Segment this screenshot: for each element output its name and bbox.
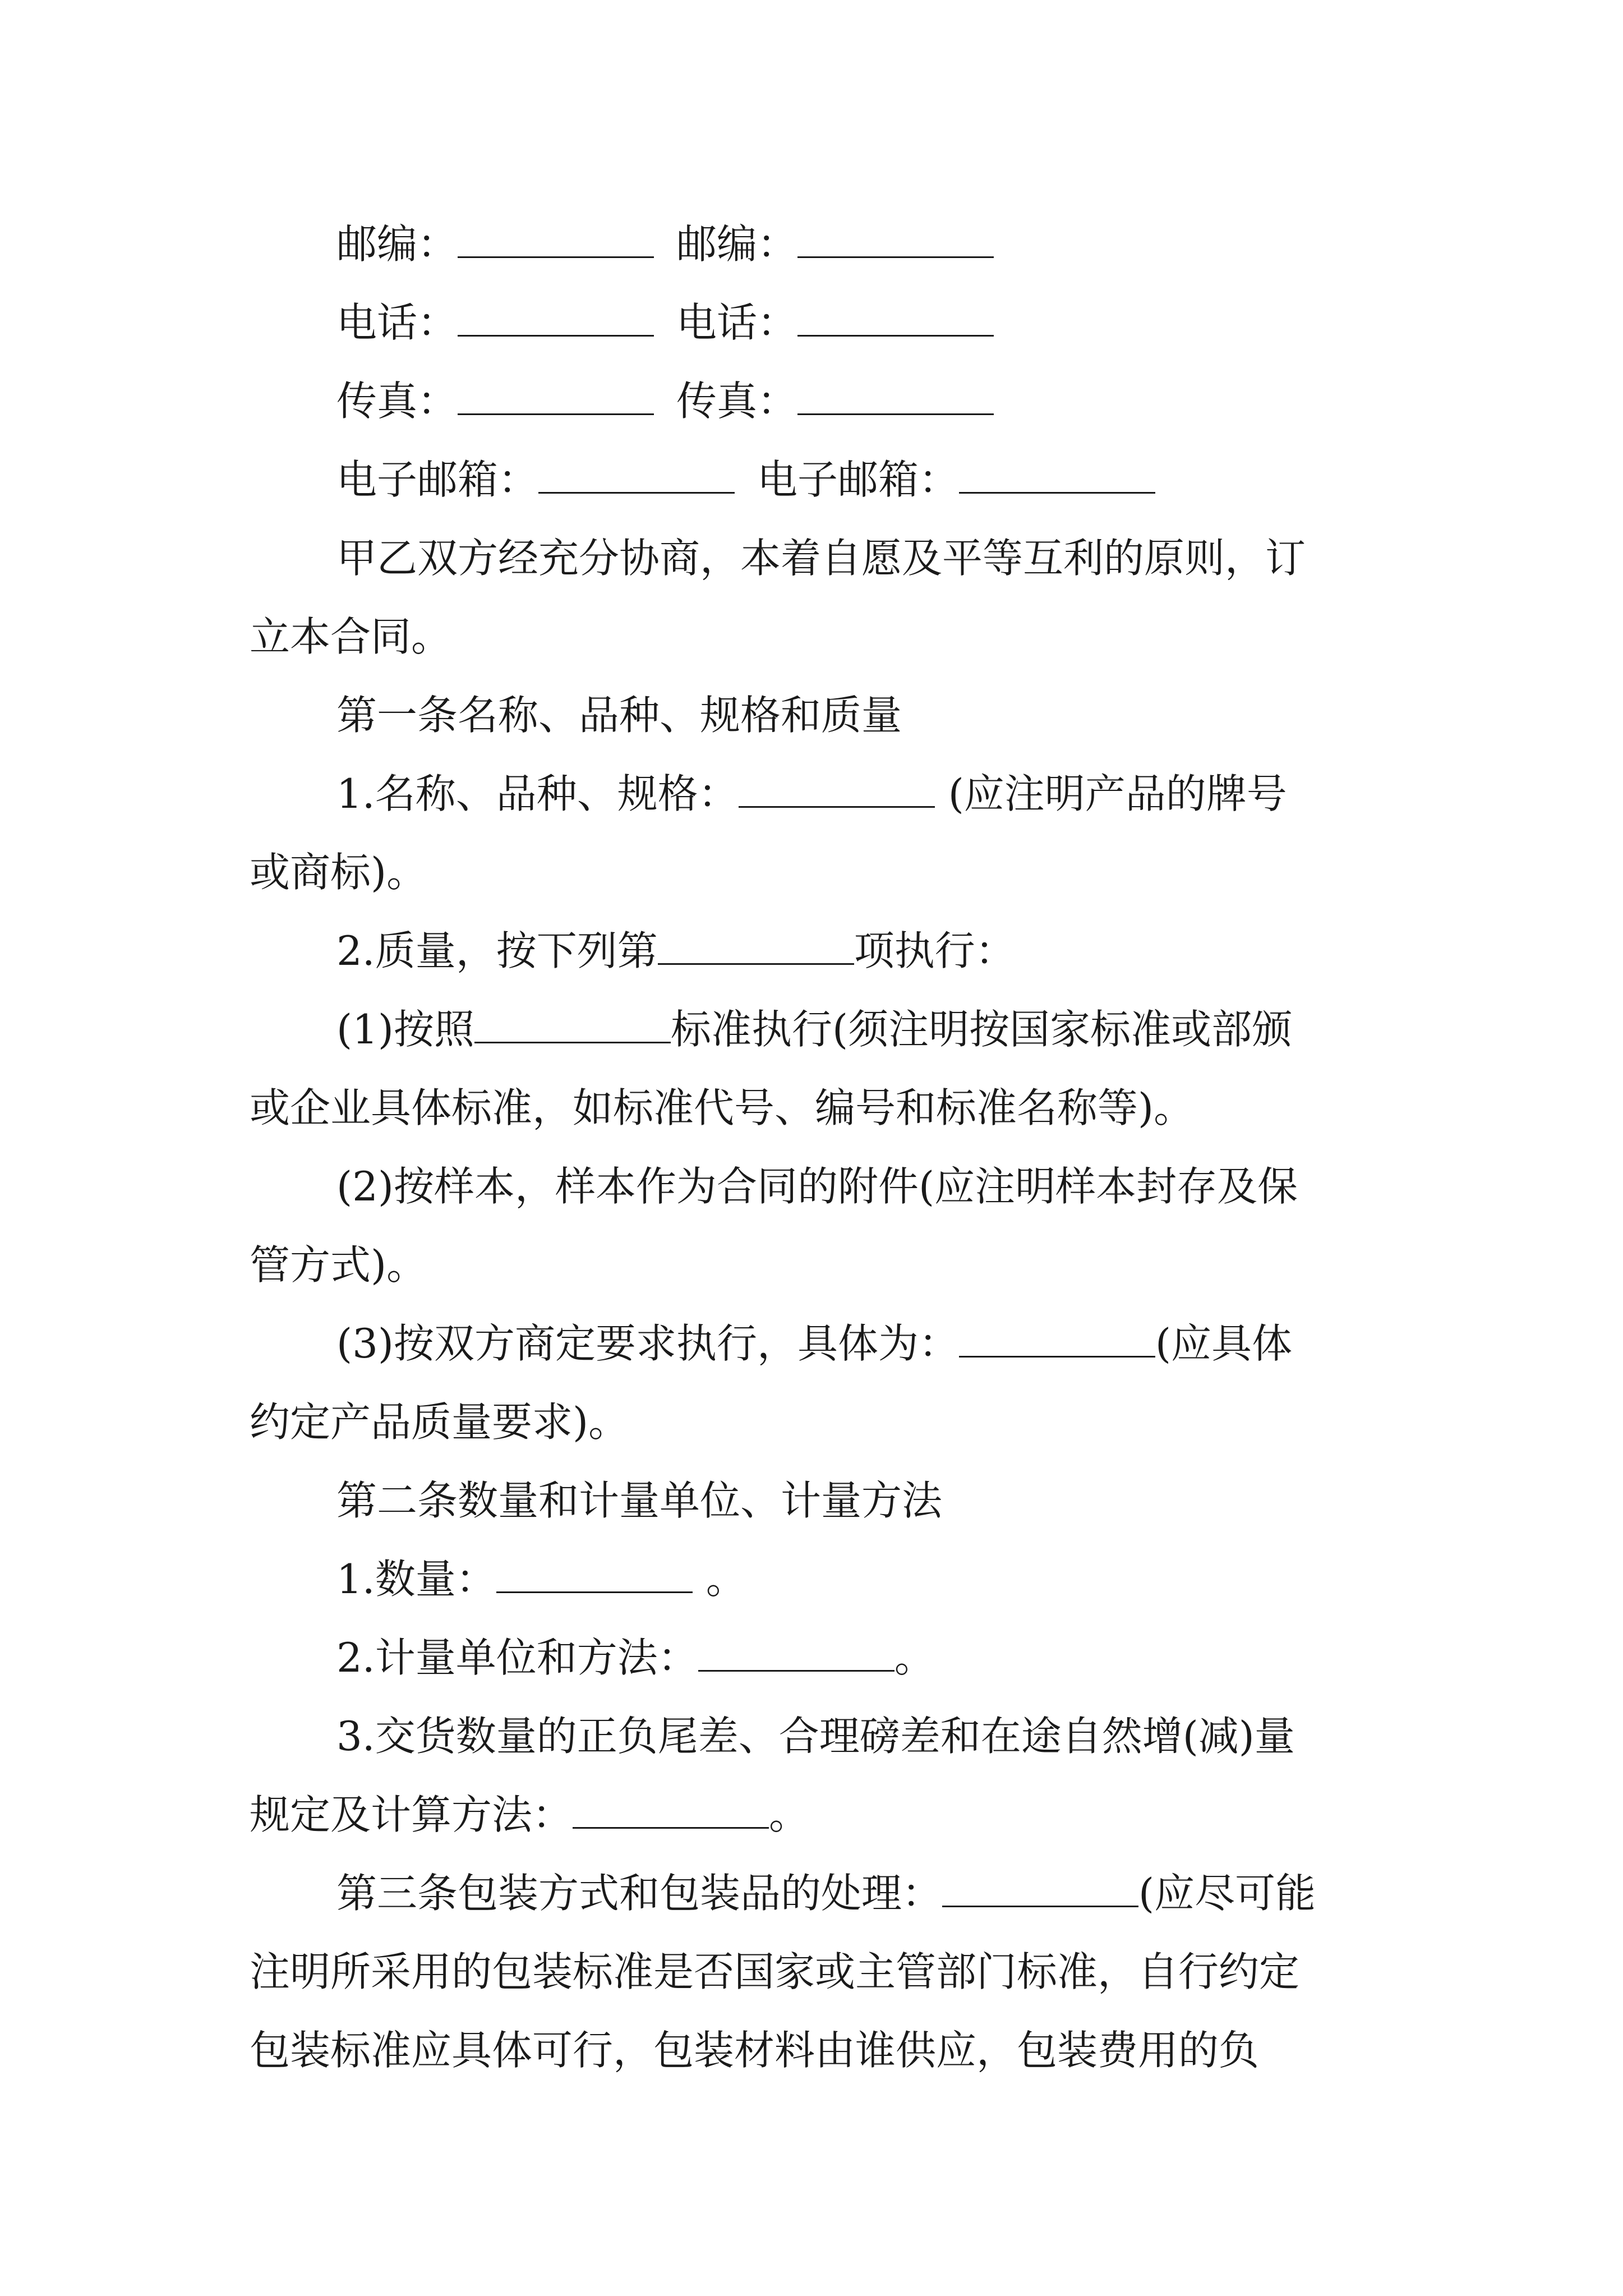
article-2-title: 第二条数量和计量单位、计量方法 <box>336 1477 943 1524</box>
article-1-item-1-line-2: 或商标)。 <box>250 849 427 896</box>
phone-field-party-a[interactable] <box>458 301 654 337</box>
article-3-title-prefix: 第三条包装方式和包装品的处理： <box>336 1870 943 1917</box>
article-1-title: 第一条名称、品种、规格和质量 <box>336 692 902 739</box>
article-3-title <box>336 1865 1316 1921</box>
email-label-party-b: 电子邮箱： <box>757 456 960 503</box>
email-field-party-b[interactable] <box>959 458 1155 494</box>
article-2-item-3-suffix: 。 <box>769 1791 810 1838</box>
article-2-item-2-suffix: 。 <box>894 1634 935 1681</box>
article-2-item-3-prefix: 规定及计算方法： <box>250 1791 573 1838</box>
intro-line-2: 立本合同。 <box>250 613 452 660</box>
postcode-field-party-b[interactable] <box>797 223 994 258</box>
email-label-party-a: 电子邮箱： <box>336 456 539 503</box>
phone-label-party-b: 电话： <box>676 299 798 346</box>
article-1-sub-3 <box>336 1315 1292 1372</box>
fax-label-party-a: 传真： <box>336 378 458 425</box>
fax-row <box>336 373 994 429</box>
fax-field-party-a[interactable] <box>458 380 654 415</box>
article-1-sub-1-line-2: 或企业具体标准，如标准代号、编号和标准名称等)。 <box>250 1084 1195 1131</box>
intro-line-1: 甲乙双方经充分协商，本着自愿及平等互利的原则，订 <box>336 535 1306 582</box>
fax-label-party-b: 传真： <box>676 378 798 425</box>
article-1-item-2-prefix: 2.质量，按下列第 <box>336 927 658 974</box>
postcode-row <box>336 216 994 272</box>
article-2-item-3-line-2 <box>250 1787 809 1843</box>
article-2-item-1 <box>336 1551 746 1607</box>
article-3-line-3: 包装标准应具体可行，包装材料由谁供应，包装费用的负 <box>250 2027 1260 2074</box>
email-row <box>336 452 1155 508</box>
article-1-item-1-suffix: (应注明产品的牌号 <box>948 770 1287 817</box>
article-2-item-1-suffix: 。 <box>706 1556 746 1603</box>
product-name-field[interactable] <box>739 772 935 808</box>
quantity-field[interactable] <box>496 1558 693 1593</box>
article-1-sub-1 <box>336 1001 1292 1057</box>
article-1-item-2 <box>336 923 1016 979</box>
article-2-item-3-line-1: 3.交货数量的正负尾差、合理磅差和在途自然增(减)量 <box>336 1713 1295 1760</box>
article-1-sub-1-prefix: (1)按照 <box>336 1006 474 1053</box>
article-3-title-suffix: (应尽可能 <box>1138 1870 1316 1917</box>
article-1-sub-2-line-1: (2)按样本，样本作为合同的附件(应注明样本封存及保 <box>336 1163 1298 1210</box>
postcode-label-party-b: 邮编： <box>676 220 798 268</box>
article-1-item-1 <box>336 766 1287 822</box>
postcode-label-party-a: 邮编： <box>336 220 458 268</box>
email-field-party-a[interactable] <box>538 458 735 494</box>
phone-row <box>336 295 994 351</box>
article-1-sub-3-suffix: (应具体 <box>1155 1320 1293 1367</box>
phone-label-party-a: 电话： <box>336 299 458 346</box>
article-1-sub-1-suffix: 标准执行(须注明按国家标准或部颁 <box>671 1006 1293 1053</box>
fax-field-party-b[interactable] <box>797 380 994 415</box>
agreed-quality-field[interactable] <box>959 1322 1155 1358</box>
packaging-method-field[interactable] <box>942 1872 1138 1907</box>
article-1-item-1-prefix: 1.名称、品种、规格： <box>336 770 739 817</box>
article-2-item-2-prefix: 2.计量单位和方法： <box>336 1634 698 1681</box>
tolerance-calculation-field[interactable] <box>573 1793 769 1829</box>
article-1-sub-3-line-2: 约定产品质量要求)。 <box>250 1398 629 1446</box>
measurement-method-field[interactable] <box>698 1636 895 1672</box>
quality-option-field[interactable] <box>658 930 854 965</box>
phone-field-party-b[interactable] <box>797 301 994 337</box>
article-1-sub-2-line-2: 管方式)。 <box>250 1241 427 1289</box>
postcode-field-party-a[interactable] <box>458 223 654 258</box>
article-3-line-2: 注明所采用的包装标准是否国家或主管部门标准，自行约定 <box>250 1948 1300 1995</box>
article-2-item-2 <box>336 1630 935 1686</box>
quality-standard-field[interactable] <box>474 1008 671 1043</box>
article-2-item-1-prefix: 1.数量： <box>336 1556 496 1603</box>
article-1-sub-3-prefix: (3)按双方商定要求执行，具体为： <box>336 1320 959 1367</box>
article-1-item-2-suffix: 项执行： <box>854 927 1016 974</box>
